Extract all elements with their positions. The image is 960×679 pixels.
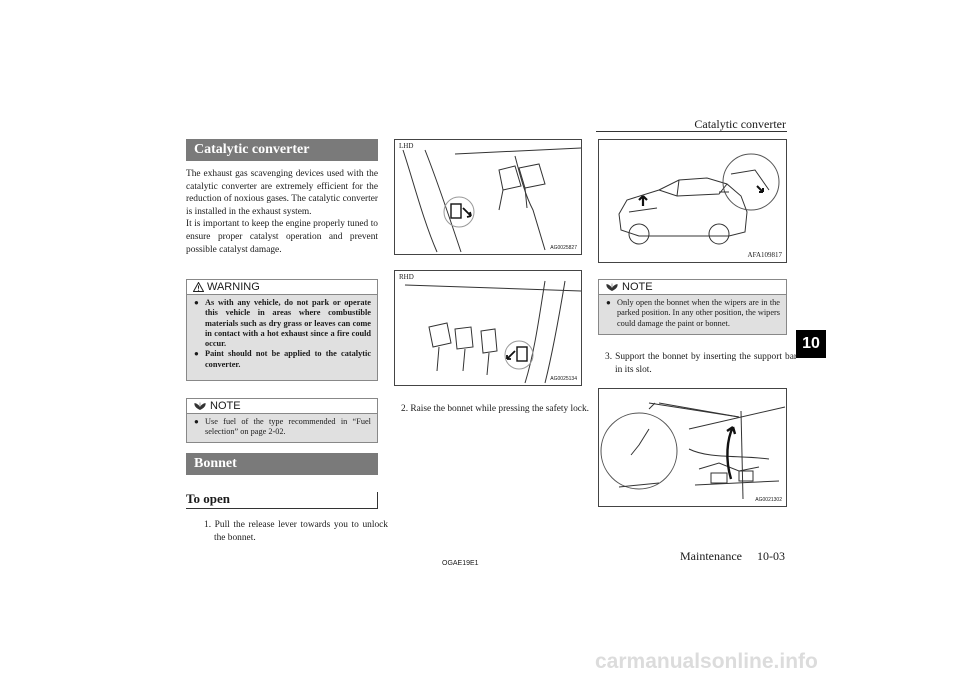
note-list <box>599 295 786 329</box>
figure-code: AFA109817 <box>747 251 782 259</box>
note-label: NOTE <box>210 400 241 412</box>
section-title-catalytic: Catalytic converter <box>186 139 378 161</box>
lhd-release-lever-illustration <box>395 140 581 254</box>
figure-code: AG0025134 <box>550 376 577 382</box>
footer-section-name: Maintenance <box>680 549 742 563</box>
footer-document-code: OGAE19E1 <box>442 560 479 567</box>
warning-header <box>187 280 377 295</box>
catalytic-paragraph-1: The exhaust gas scavenging devices used with the catalytic converter are extremely efficient for the reduction of noxious gases. The catalytic converter is installed in the exhaust system. <box>186 169 378 217</box>
release-lever <box>451 204 461 218</box>
subsection-rule-tick <box>377 492 378 509</box>
figure-lhd <box>394 139 582 255</box>
release-lever <box>517 347 527 361</box>
bullet-icon: ● <box>194 417 199 426</box>
note-icon <box>193 401 207 411</box>
note-box-wipers <box>598 279 787 335</box>
bullet-icon: ● <box>606 298 611 307</box>
warning-label: WARNING <box>207 281 260 293</box>
subsection-title-to-open: To open <box>186 491 230 506</box>
note-item: ● Use fuel of the type recommended in “Fuel selection” on page 2-02. <box>194 417 371 437</box>
figure-rhd <box>394 270 582 386</box>
figure-engine-support-bar <box>598 388 787 507</box>
catalytic-body <box>186 168 378 256</box>
warning-list <box>187 295 377 370</box>
note-label: NOTE <box>622 281 653 293</box>
bonnet-lift-arrow <box>639 196 647 206</box>
step-1: 1. Pull the release lever towards you to unlock the bonnet. <box>204 520 388 543</box>
figure-label: LHD <box>399 142 414 150</box>
pull-direction-arrow <box>463 208 471 217</box>
note-list <box>187 414 377 438</box>
warning-icon <box>193 282 204 292</box>
bullet-icon: ● <box>194 349 199 359</box>
figure-car-safety-lock <box>598 139 787 263</box>
running-header: Catalytic converter <box>694 117 786 131</box>
note-header <box>599 280 786 295</box>
engine-bay-illustration <box>599 389 786 506</box>
safety-lock-arrow <box>757 186 763 192</box>
figure-label: RHD <box>399 273 414 281</box>
warning-item: ● As with any vehicle, do not park or operate this vehicle in areas where combustible materials such as dry grass or leaves can come in contact with a hot exhaust since a fire could occur. <box>194 298 371 349</box>
step-3: 3. Support the bonnet by inserting the support bar in its slot. <box>605 352 797 375</box>
watermark: carmanualsonline.info <box>595 650 818 673</box>
pull-direction-arrow <box>507 351 515 359</box>
warning-item: ● Paint should not be applied to the catalytic converter. <box>194 349 371 369</box>
section-title-bonnet: Bonnet <box>186 453 378 475</box>
chapter-tab: 10 <box>796 330 826 358</box>
footer-page-number: 10-03 <box>757 549 785 563</box>
car-illustration <box>599 140 786 262</box>
support-bar-arrow <box>727 427 735 479</box>
figure-code: AG0021302 <box>755 497 782 503</box>
warning-box <box>186 279 378 381</box>
header-rule <box>596 131 787 132</box>
note-item: ● Only open the bonnet when the wipers are in the parked position. In any other position, the wipers could damage the paint or bonnet. <box>606 298 780 328</box>
note-box-fuel <box>186 398 378 443</box>
subsection-rule <box>186 508 378 509</box>
figure-code: AG0025827 <box>550 245 577 251</box>
note-icon <box>605 282 619 292</box>
catalytic-paragraph-2: It is important to keep the engine properly tuned to ensure proper catalyst operation and prevent possible catalyst damage. <box>186 219 378 255</box>
bullet-icon: ● <box>194 298 199 307</box>
step-2: 2. Raise the bonnet while pressing the safety lock. <box>401 404 589 414</box>
rhd-release-lever-illustration <box>395 271 581 385</box>
note-header <box>187 399 377 414</box>
